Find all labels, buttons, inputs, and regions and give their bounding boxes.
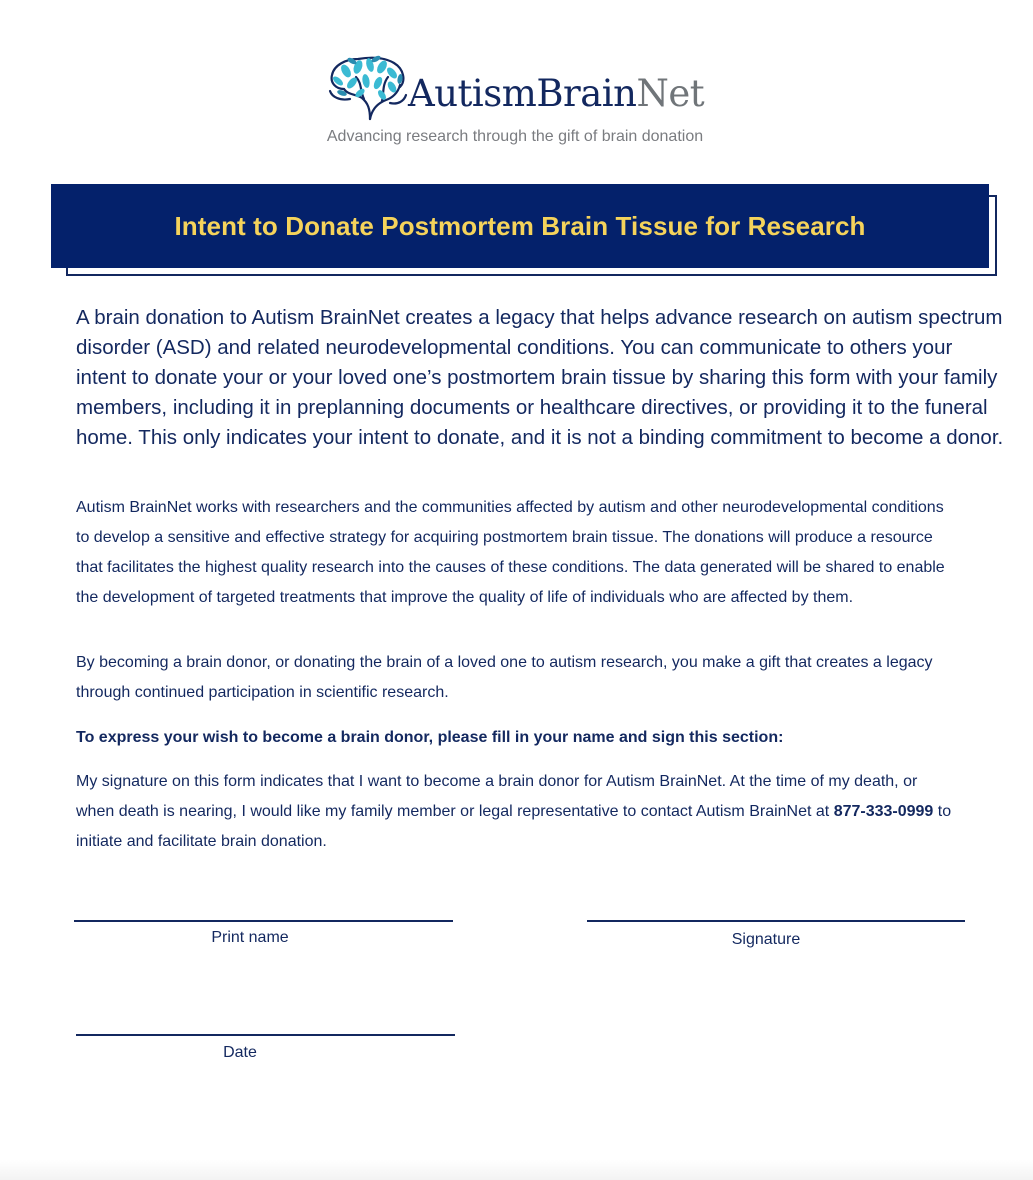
logo [326,53,706,123]
title-banner [51,184,989,268]
body-paragraph-2: By becoming a brain donor, or donating the brain of a loved one to autism research, you make a gift that creates a legacy through continued participation in scientific research. [76,654,933,701]
signature-statement: My signature on this form indicates that I want to become a brain donor for Autism BrainNet. At the time of my death, or when death is nearing, I would like my family member or legal representative to contact Autism BrainNet at 877-333-0999 to initiate and facilitate brain donation. [76,773,952,850]
brain-tree-icon [326,53,410,121]
signature-label: Signature [731,931,801,948]
date-line[interactable] [76,1034,455,1036]
print-name-label: Print name [211,929,289,946]
body-paragraph-1: Autism BrainNet works with researchers and the communities affected by autism and other neurodevelopmental conditions to develop a sensitive and effective strategy for acquiring postmortem brain tissue. The donations will produce a resource that facilitates the highest quality research into the causes of these conditions. The data generated will be shared to enable the development of targeted treatments that improve the quality of life of individuals who are affected by them. [76,499,945,606]
date-label: Date [223,1044,257,1061]
print-name-line[interactable] [74,920,453,922]
instruction-heading: To express your wish to become a brain donor, please fill in your name and sign this section: [76,729,784,746]
page-title: Intent to Donate Postmortem Brain Tissue for Research [174,210,866,241]
intro-paragraph: A brain donation to Autism BrainNet creates a legacy that helps advance research on autism spectrum disorder (ASD) and related neurodevelopmental conditions. You can communicate to others your intent to donate your or your loved one’s postmortem brain tissue by sharing this form with your family members, including it in preplanning documents or healthcare directives, or providing it to the funeral home. This only indicates your intent to donate, and it is not a binding commitment to become a donor. [76,306,1004,449]
brand-name: AutismBrainNet [408,72,705,115]
phone-number: 877-333-0999 [833,803,934,820]
page-bottom-edge [0,1160,1033,1180]
tagline: Advancing research through the gift of brain donation [326,128,704,145]
signature-line[interactable] [587,920,965,922]
